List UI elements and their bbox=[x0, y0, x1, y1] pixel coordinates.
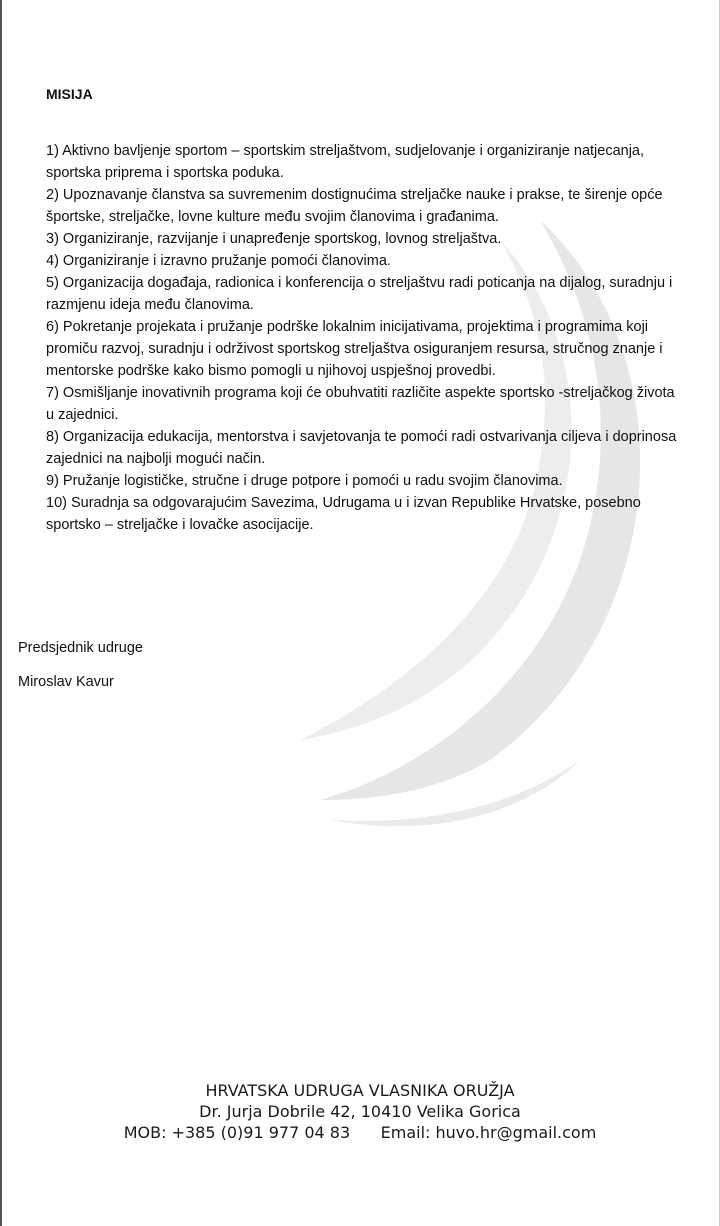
mission-item-3: 3) Organiziranje, razvijanje i unapređenje sportskog, lovnog streljaštva. bbox=[46, 231, 502, 247]
mission-item-2: 2) Upoznavanje članstva sa suvremenim dostignućima streljačke nauke i prakse, te širenje opće športske, streljačke, lovne kulture među svojim članovima i građanima. bbox=[46, 187, 663, 225]
footer-mobile: MOB: +385 (0)91 977 04 83 bbox=[123, 1123, 351, 1142]
mission-item-5: 5) Organizacija događaja, radionica i konferencija o streljaštvu radi poticanja na dijalog, suradnju i razmjenu ideja među članovima. bbox=[46, 275, 673, 313]
footer-email: Email: huvo.hr@gmail.com bbox=[380, 1123, 597, 1142]
mission-heading: MISIJA bbox=[46, 86, 93, 102]
page-left-border bbox=[0, 0, 2, 1226]
mission-item-10: 10) Suradnja sa odgovarajućim Savezima, Udrugama u i izvan Republike Hrvatske, posebno sportsko – streljačke i lovačke asocijacije. bbox=[46, 495, 641, 533]
mission-item-8: 8) Organizacija edukacija, mentorstva i savjetovanja te pomoći radi ostvarivanja ciljeva i doprinosa zajednici na najbolji mogući način. bbox=[46, 429, 677, 467]
mission-item-9: 9) Pružanje logističke, stručne i druge potpore i pomoći u radu svojim članovima. bbox=[46, 473, 563, 489]
mission-item-4: 4) Organiziranje i izravno pružanje pomoći članovima. bbox=[46, 253, 391, 269]
mission-item-7: 7) Osmišljanje inovativnih programa koji će obuhvatiti različite aspekte sportsko -streljačkog života u zajednici. bbox=[46, 385, 675, 423]
signature-name: Miroslav Kavur bbox=[18, 674, 114, 690]
footer-organization: HRVATSKA UDRUGA VLASNIKA ORUŽJA bbox=[205, 1081, 515, 1100]
mission-item-1: 1) Aktivno bavljenje sportom – sportskim streljaštvom, sudjelovanje i organiziranje natjecanja, sportska priprema i sportska poduka. bbox=[46, 143, 645, 181]
footer-contact bbox=[0, 1122, 720, 1143]
footer bbox=[0, 1080, 720, 1143]
footer-address: Dr. Jurja Dobrile 42, 10410 Velika Gorica bbox=[199, 1102, 521, 1121]
mission-list bbox=[46, 140, 686, 536]
mission-item-6: 6) Pokretanje projekata i pružanje podrške lokalnim inicijativama, projektima i programima koji promiču razvoj, suradnju i održivost sportskog streljaštva osiguranjem resursa, stručnog znanje i mentorske podrške kako bismo pomogli u njihovoj uspješnoj provedbi. bbox=[46, 319, 663, 379]
signature-title: Predsjednik udruge bbox=[18, 640, 143, 656]
